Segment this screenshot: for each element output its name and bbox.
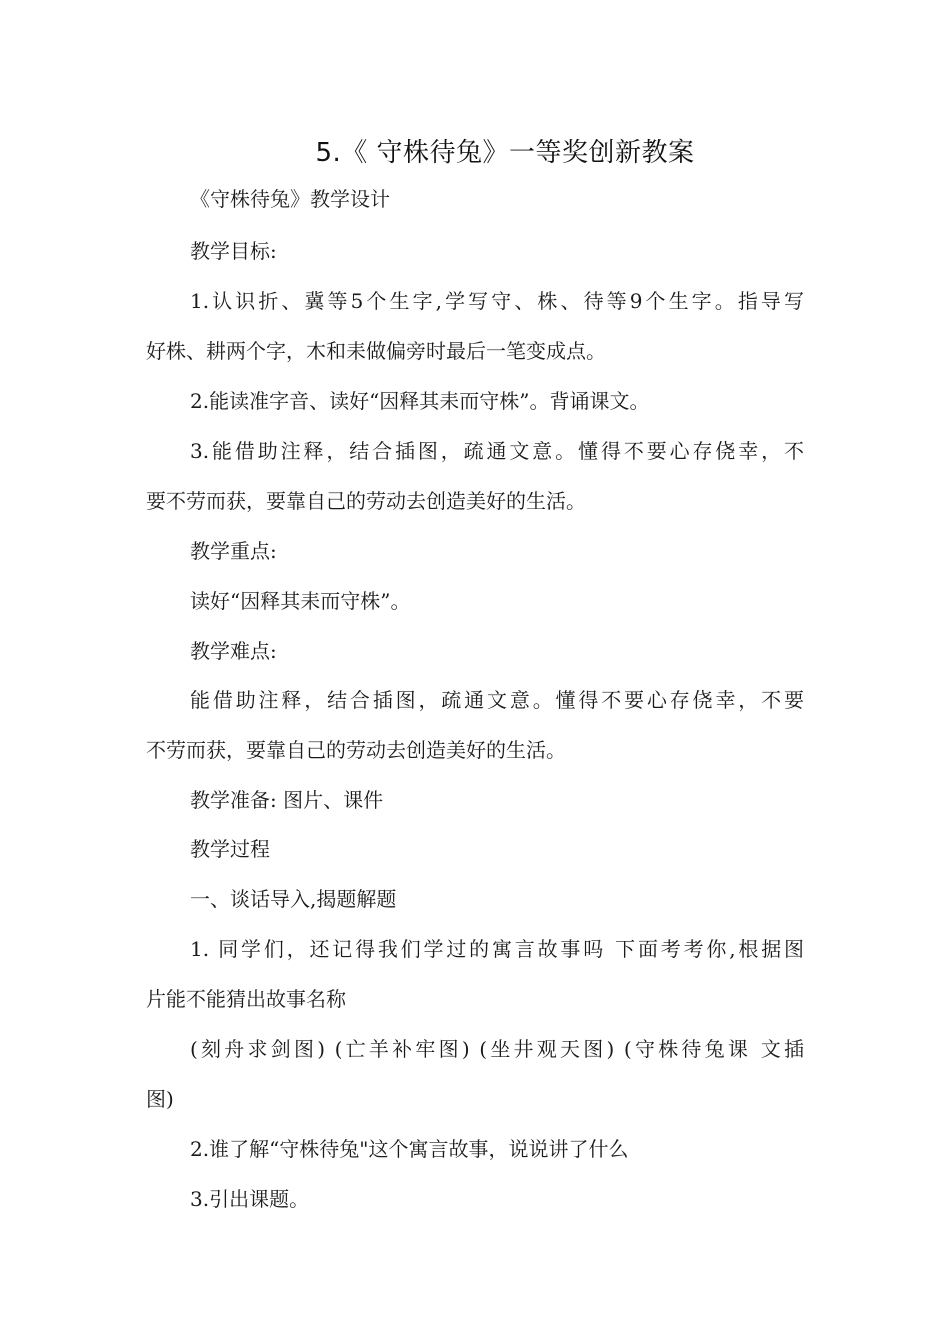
heading-preparation: 教学准备: 图片、课件 [190,788,384,812]
paragraph-line: 能借助注释，结合插图，疏通文意。懂得不要心存侥幸，不要 [190,688,804,712]
subtitle-line: 《守株待兔》教学设计 [190,187,390,211]
paragraph-line: (刻舟求剑图) (亡羊补牢图) (坐井观天图) (守株待兔课 文插 [190,1037,804,1061]
paragraph-line: 1.认识折、冀等5个生字,学写守、株、待等9个生字。指导写 [190,289,804,313]
heading-process: 教学过程 [190,837,270,861]
paragraph-line: 2.谁了解“守株待兔"这个寓言故事，说说讲了什么 [190,1137,629,1161]
paragraph-line: 2.能读准字音、读好“因释其耒而守株”。背诵课文。 [190,389,650,413]
paragraph-line: 3.能借助注释，结合插图，疏通文意。懂得不要心存侥幸，不 [190,439,804,463]
paragraph-line: 1. 同学们，还记得我们学过的寓言故事吗 下面考考你,根据图 [190,937,804,961]
section-heading: 一、谈话导入,揭题解题 [190,887,397,911]
paragraph-line: 片能不能猜出故事名称 [146,987,346,1011]
paragraph-line: 图) [146,1087,174,1111]
heading-difficulties: 教学难点: [190,639,277,663]
heading-objectives: 教学目标: [190,239,277,263]
heading-key-points: 教学重点: [190,539,277,563]
paragraph-line: 好株、耕两个字，木和耒做偏旁时最后一笔变成点。 [146,339,606,363]
paragraph-line: 要不劳而获，要靠自己的劳动去创造美好的生活。 [146,489,586,513]
paragraph-line: 读好“因释其耒而守株”。 [190,589,411,613]
document-title: 5.《 守株待兔》一等奖创新教案 [315,138,695,168]
paragraph-line: 3.引出课题。 [190,1187,310,1211]
paragraph-line: 不劳而获，要靠自己的劳动去创造美好的生活。 [146,738,566,762]
